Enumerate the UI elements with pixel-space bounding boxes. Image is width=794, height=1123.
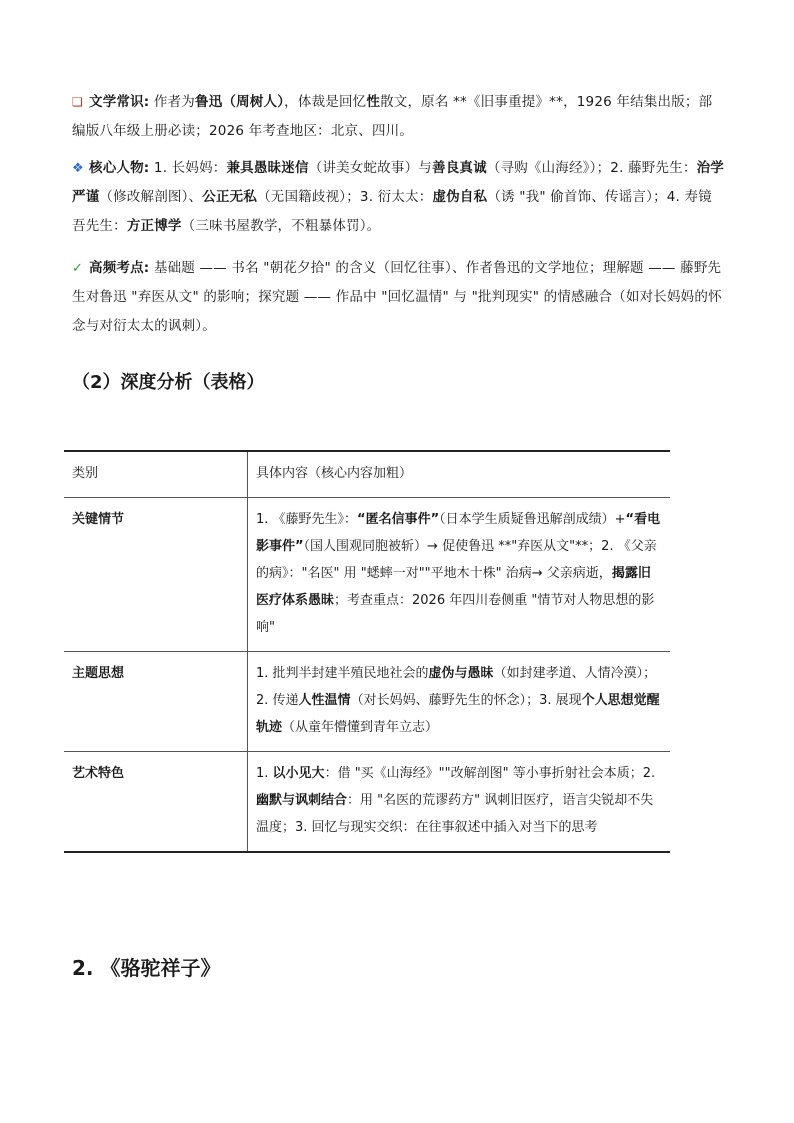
header-content-cell: 具体内容（核心内容加粗） [256, 466, 413, 481]
hotspots-label: 高频考点: [89, 260, 150, 276]
analysis-table [64, 450, 670, 853]
header-category-cell: 类别 [64, 451, 248, 498]
blue-diamond-icon: ❖ [72, 161, 84, 176]
characters-label: 核心人物: [89, 160, 150, 176]
category-cell: 关键情节 [64, 498, 248, 652]
table-row [64, 498, 670, 652]
table-header-row [64, 451, 670, 498]
exam-hotspots-paragraph: ✓ 高频考点: 基础题 —— 书名 "朝花夕拾" 的含义（回忆往事）、作者鲁迅的文学地位；理解题 —— 藤野先生对鲁迅 "弃医从文" 的影响；探究题 —— 作品中 "回忆温情" 与 "批判现实" 的情感融合（如对长妈妈的怀念与对衍太太的讽刺）。 [72, 254, 724, 341]
next-section-heading: 2. 《骆驼祥子》 [72, 956, 221, 980]
green-check-icon: ✓ [72, 261, 84, 276]
category-cell: 艺术特色 [64, 752, 248, 853]
table-row [64, 752, 670, 853]
table-row [64, 652, 670, 752]
literature-label: 文学常识: [89, 94, 150, 110]
core-characters-paragraph: ❖ 核心人物: 1. 长妈妈：兼具愚昧迷信（讲美女蛇故事）与善良真诚（寻购《山海经》）；2. 藤野先生：治学严谨（修改解剖图）、公正无私（无国籍歧视）；3. 衍太太：虚伪自私（诱 "我" 偷首饰、传谣言）；4. 寿镜吾先生：方正博学（三味书屋教学，不粗暴体罚）。 [72, 154, 724, 241]
content-cell: 1. 以小见大：借 "买《山海经》""改解剖图" 等小事折射社会本质；2. 幽默与讽刺结合：用 "名医的荒谬药方" 讽刺旧医疗，语言尖锐却不失温度；3. 回忆与现实交织：在往事叙述中插入对当下的思考 [248, 752, 671, 853]
section-heading: （2）深度分析（表格） [72, 372, 265, 393]
category-cell: 主题思想 [64, 652, 248, 752]
red-square-icon: ❏ [72, 95, 83, 109]
content-cell: 1. 《藤野先生》：“匿名信事件”（日本学生质疑鲁迅解剖成绩）+“看电影事件”（国人围观同胞被斩）→ 促使鲁迅 **"弃医从文"**；2. 《父亲的病》："名医" 用 "蟋蟀一对""平地木十株" 治病→ 父亲病逝，揭露旧医疗体系愚昧；考查重点：2026 年四川卷侧重 "情节对人物思想的影响" [248, 498, 671, 652]
content-cell: 1. 批判半封建半殖民地社会的虚伪与愚昧（如封建孝道、人情冷漠）；2. 传递人性温情（对长妈妈、藤野先生的怀念）；3. 展现个人思想觉醒轨迹（从童年懵懂到青年立志） [248, 652, 671, 752]
literature-knowledge-paragraph: ❏ 文学常识: 作者为鲁迅（周树人），体裁是回忆性散文，原名 **《旧事重提》**，1926 年结集出版；部编版八年级上册必读；2026 年考查地区：北京、四川。 [72, 88, 724, 146]
